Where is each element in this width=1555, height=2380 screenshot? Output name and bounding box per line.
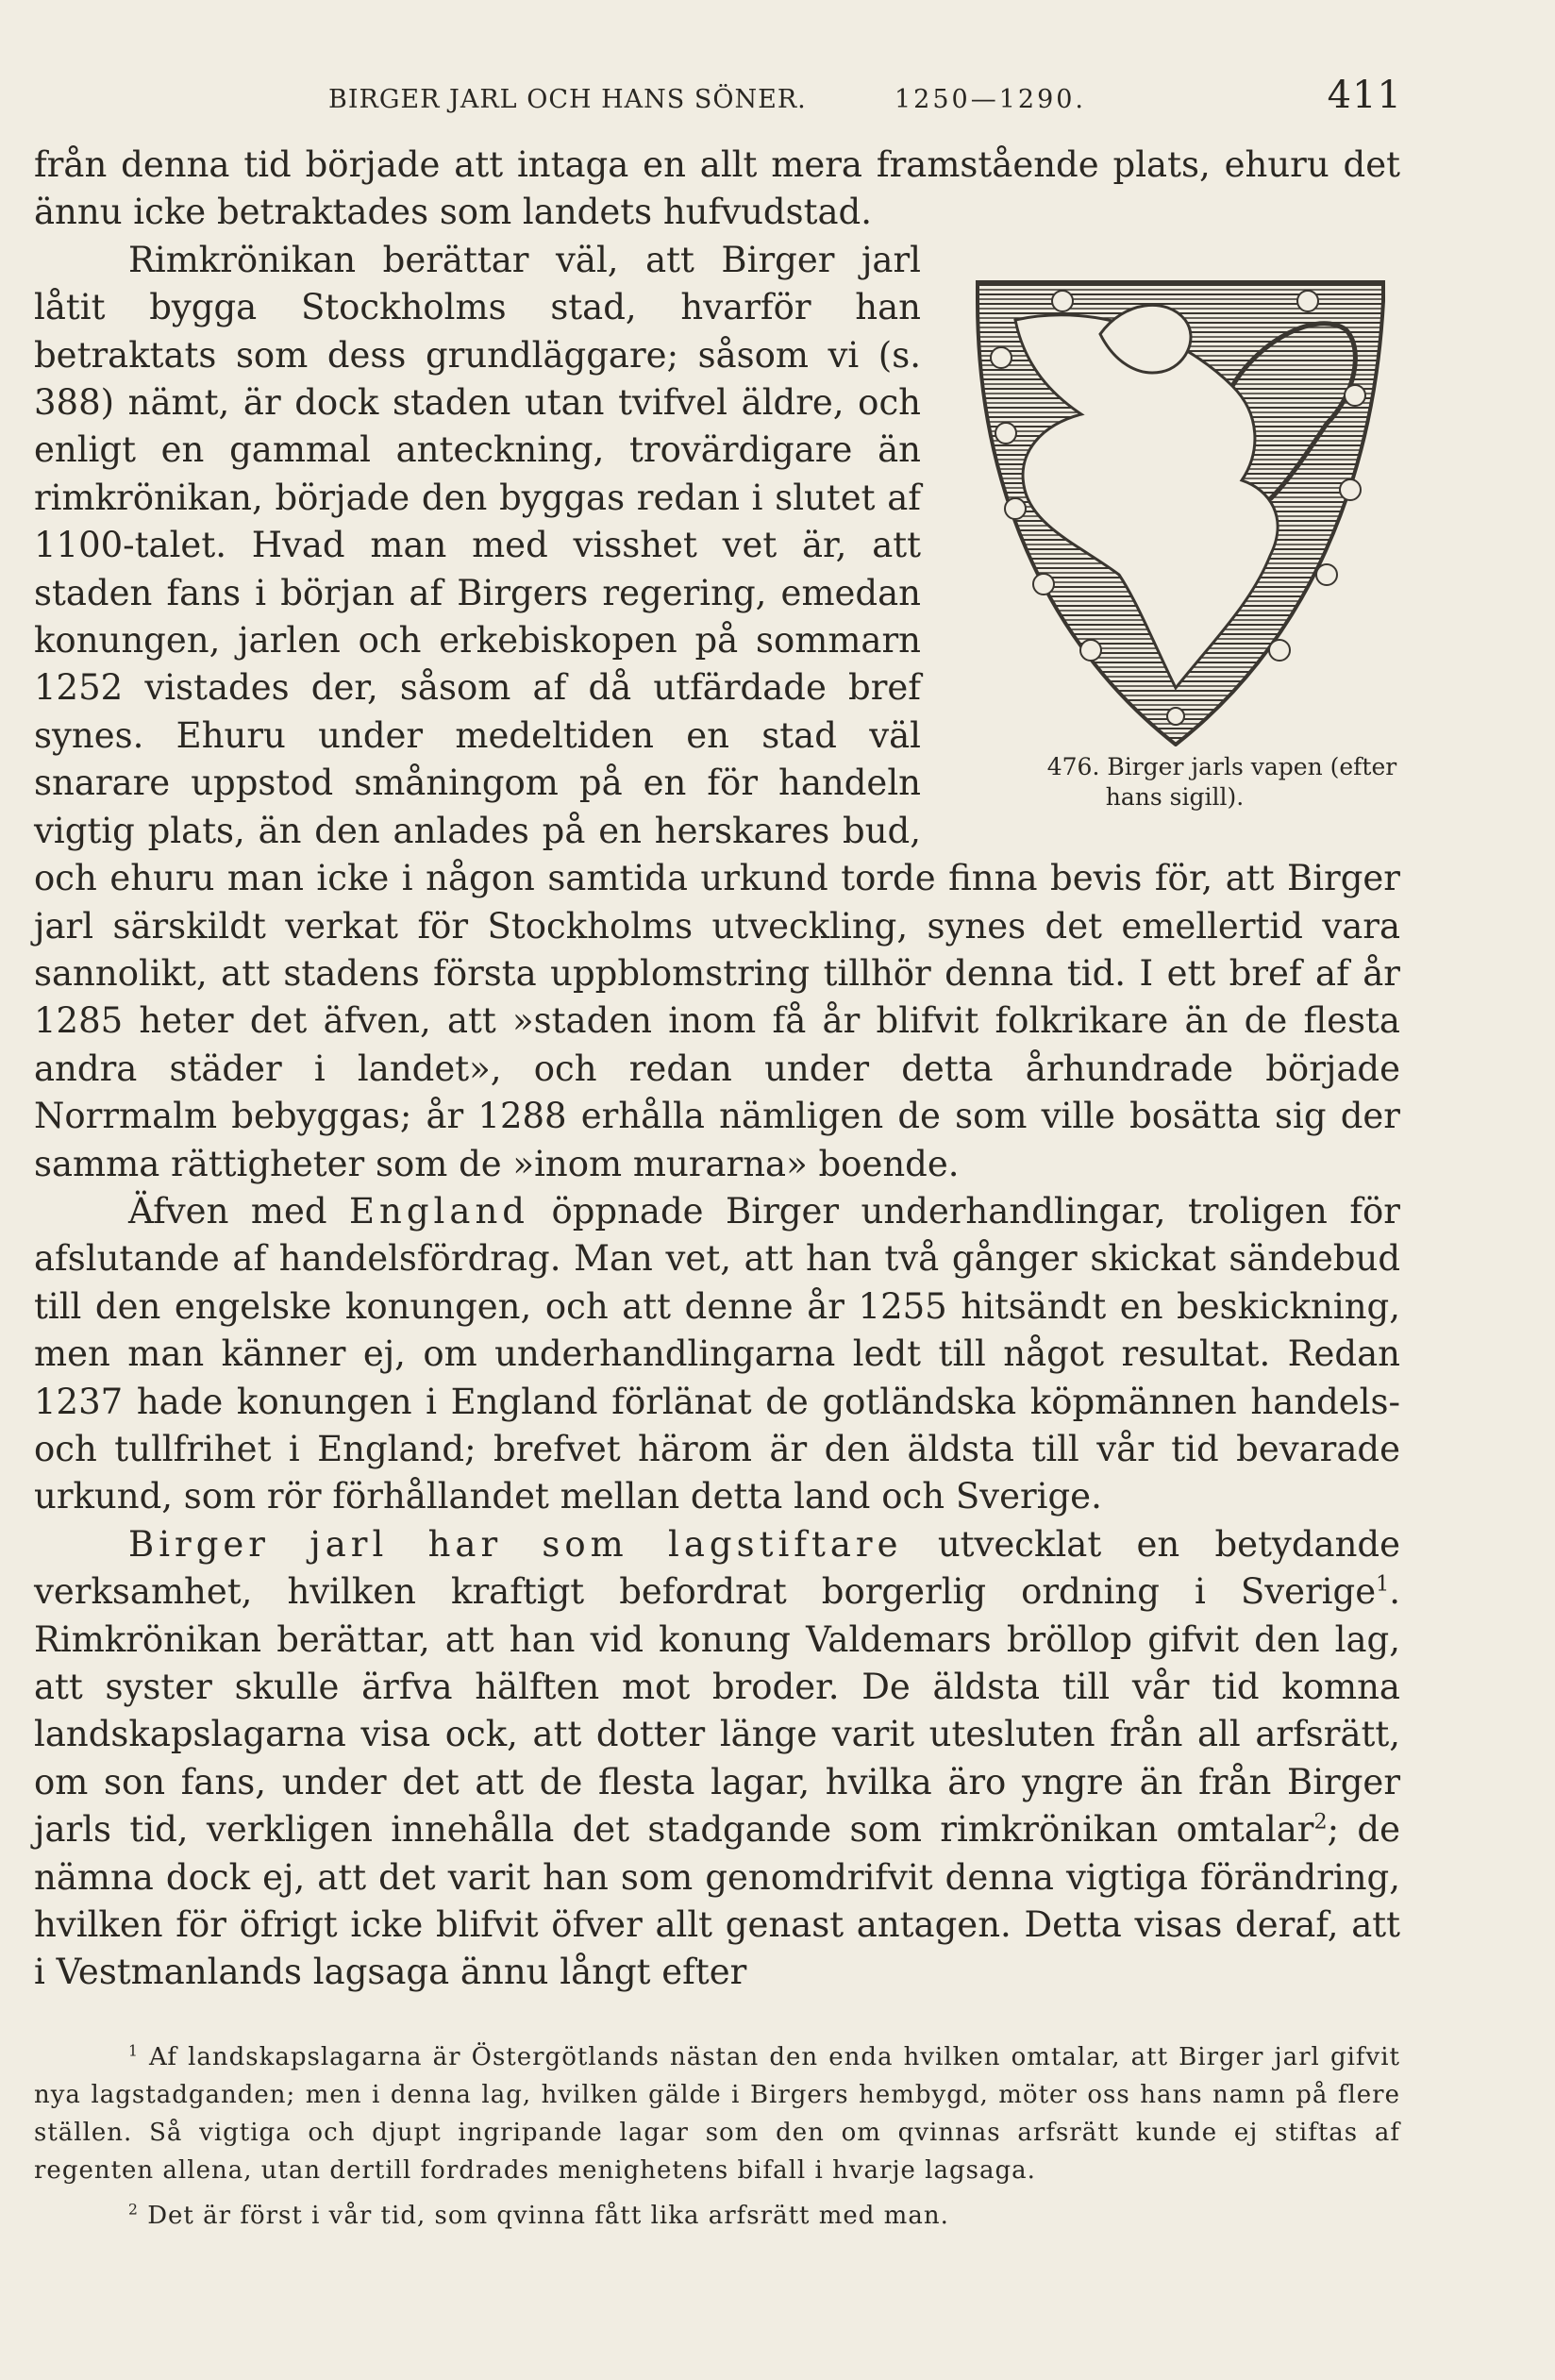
running-years: 1250—1290. [895, 85, 1087, 114]
footnote-2 [34, 2197, 1400, 2235]
paragraph-4-text-c: ; de nämna dock ej, att det varit han som genomdrifvit denna vigtiga förändring, hvilken för öfrigt icke blifvit öfver allt genast antagen. Detta visas deraf, att i Vestmanlands lagsaga ännu långt efter [34, 1809, 1401, 1993]
paragraph-2 [34, 237, 1400, 1188]
paragraph-4-emphasis: Birger jarl har som lagstiftare [128, 1523, 903, 1565]
paragraph-4-text-b: . Rimkrönikan berättar, att han vid konung Valdemars bröllop gifvit den lag, att syster skulle ärfva hälften mot broder. De äldsta till vår tid komna landskapslagarna visa ock, att dotter länge varit utesluten från all arfsrätt, om son fans, under det att de flesta lagar, hvilka äro yngre än från Birger jarls tid, verkligen innehålla det stadgande som rimkrönikan omtalar [34, 1571, 1400, 1851]
footnote-1-text: Af landskapslagarna är Östergötlands nästan den enda hvilken omtalar, att Birger jarl gifvit nya lagstadganden; men i denna lag, hvilken gälde i Birgers hembygd, möter oss hans namn på flere ställen. Så vigtiga och djupt ingripande lagar som den om qvinnas arfsrätt kunde ej stiftas af regenten allena, utan dertill fordrades menighetens bifall i hvarje lagsaga. [34, 2043, 1401, 2185]
coat-of-arms-lion-icon [949, 244, 1400, 746]
paragraph-3-lead: Äfven med [128, 1190, 327, 1232]
footnote-ref-1[interactable]: 1 [1376, 1571, 1390, 1597]
footnote-2-marker: 2 [128, 2201, 139, 2219]
running-header [328, 74, 1402, 121]
footnotes [34, 2038, 1400, 2235]
paragraph-2-text: Rimkrönikan berättar väl, att Birger jarl låtit bygga Stockholms stad, hvarför han betraktats som dess grundläggare; såsom vi (s. 388) nämt, är dock staden utan tvifvel äldre, och enligt en gammal anteckning, trovärdigare än rimkrönikan, började den byggas redan i slutet af 1100-talet. Hvad man med visshet vet är, att staden fans i början af Birgers regering, emedan konungen, jarlen och erkebiskopen på sommarn 1252 vistades der, såsom af då utfärdade bref synes. Ehuru under medeltiden en stad väl snarare uppstod småningom på en för handeln vigtig plats, än den anlades på en herskares bud, och ehuru man icke i någon samtida urkund torde finna bevis för, att Birger jarl särskildt verkat för Stockholms utveckling, synes det emellertid vara sannolikt, att stadens första uppblomstring tillhör denna tid. I ett bref af år 1285 heter det äfven, att »staden inom få år blifvit folkrikare än de flesta andra städer i landet», och redan under detta århundrade började Norrmalm bebyggas; år 1288 erhålla nämligen de som ville bosätta sig der samma rättigheter som de »inom murarna» boende. [34, 239, 1400, 1184]
footnote-2-text: Det är först i vår tid, som qvinna fått lika arfsrätt med man. [147, 2202, 949, 2230]
body-text [34, 142, 1400, 1997]
paragraph-3 [34, 1188, 1400, 1521]
running-title: BIRGER JARL OCH HANS SÖNER. [328, 85, 807, 114]
footnote-ref-2[interactable]: 2 [1313, 1809, 1328, 1835]
footnote-1-marker: 1 [128, 2042, 139, 2060]
paragraph-4 [34, 1521, 1400, 1997]
figure-caption: 476. Birger jarls vapen (efter hans sigill). [1046, 752, 1397, 811]
paragraph-3-text: öppnade Birger underhandlingar, troligen för afslutande af handelsfördrag. Man vet, att han två gånger skickat sändebud till den engelske konungen, och att denne år 1255 hitsändt en beskickning, men man känner ej, om underhandlingarna ledt till något resultat. Redan 1237 hade konungen i England förlänat de gotländska köpmännen handels- och tullfrihet i England; brefvet härom är den äldsta till vår tid bevarade urkund, som rör förhållandet mellan detta land och Sverige. [34, 1190, 1400, 1517]
footnote-1 [34, 2038, 1400, 2189]
paragraph-3-emphasis: England [349, 1190, 529, 1232]
page-number: 411 [1327, 74, 1402, 117]
paragraph-4-text-a: utvecklat en betydande verksamhet, hvilken kraftigt befordrat borgerlig ordning i Sverige [34, 1523, 1400, 1613]
paragraph-1: från denna tid började att intaga en allt mera framstående plats, ehuru det ännu icke betraktades som landets hufvudstad. [34, 144, 1400, 233]
figure-coat-of-arms [949, 241, 1400, 835]
